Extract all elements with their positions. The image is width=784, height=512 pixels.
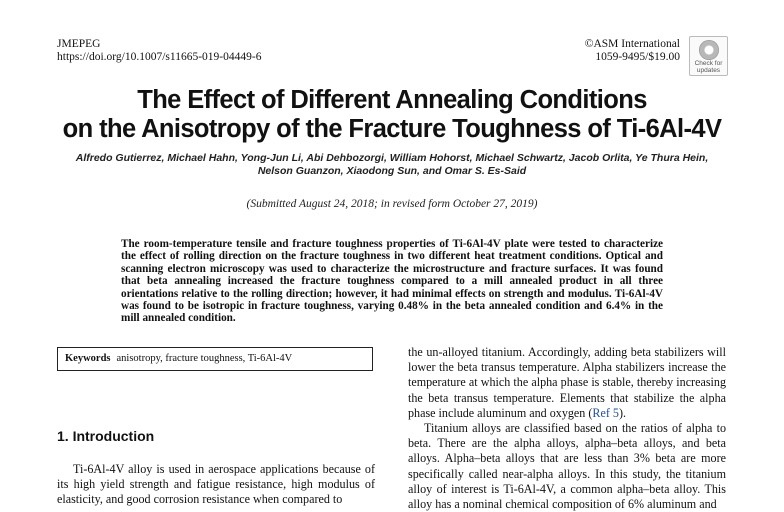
- section-heading-introduction: 1. Introduction: [57, 428, 155, 444]
- keywords-label: Keywords: [65, 353, 111, 364]
- title-line-2: on the Anisotropy of the Fracture Toughness of Ti-6Al-4V: [62, 115, 722, 143]
- issn-price: 1059-9495/$19.00: [595, 51, 680, 63]
- author-list: [40, 152, 744, 178]
- updates-icon: [699, 40, 719, 60]
- abstract: The room-temperature tensile and fracture toughness properties of Ti-6Al-4V plate were tested to characterize the effect of rolling direction on the fracture toughness in two different heat treatment conditions. Optical and scanning electron microscopy was used to characterize the microstructure and fracture surfaces. It was found that beta annealing increased the fracture toughness compared to a mill annealed product in all three orientations relative to the rolling direction; however, it had minimal effects on strength and modulus. Ti-6Al-4V was found to be isotropic in fracture toughness, varying 0.48% in the beta annealed condition and 6.4% in the mill annealed condition.: [121, 238, 663, 325]
- intro-paragraph: Ti-6Al-4V alloy is used in aerospace applications because of its high yield strength and fatigue resistance, high modulus of elasticity, and good corrosion resistance when compared to: [57, 462, 375, 507]
- title-line-1: The Effect of Different Annealing Conditions: [137, 86, 647, 114]
- reference-link[interactable]: Ref 5: [592, 405, 619, 420]
- right-column: [408, 345, 726, 512]
- keywords-box: [57, 347, 373, 371]
- doi-link[interactable]: https://doi.org/10.1007/s11665-019-04449-6: [57, 51, 262, 63]
- right-paragraph-2: Titanium alloys are classified based on the ratios of alpha to beta. There are the alpha alloys, alpha–beta alloys, and beta alloys. Alpha–beta alloys that are less than 3% beta are more specifically called near-alpha alloys. In this study, the titanium alloy of interest is Ti-6Al-4V, a common alpha–beta alloy. This alloy has a nominal chemical composition of 6% aluminum and: [408, 421, 726, 512]
- check-for-updates-badge[interactable]: [689, 36, 728, 76]
- journal-name: JMEPEG: [57, 38, 101, 50]
- authors-line-1: Alfredo Gutierrez, Michael Hahn, Yong-Jun Li, Abi Dehbozorgi, William Hohorst, Michael Schwartz, Jacob Orlita, Ye Thura Hein,: [75, 152, 709, 164]
- copyright-text: ©ASM International: [584, 38, 680, 50]
- copyright-block: [585, 38, 680, 64]
- right-paragraph-1: the un-alloyed titanium. Accordingly, adding beta stabilizers will lower the beta transus temperature. Alpha stabilizers increase the temperature at which the alpha phase is stable, thereby increasing the beta transus temperature. Elements that stabilize the alpha phase include aluminum and oxygen (Ref 5).: [408, 345, 726, 420]
- paper-title: [0, 86, 784, 144]
- journal-header: [57, 38, 261, 64]
- keywords-value: anisotropy, fracture toughness, Ti-6Al-4V: [116, 353, 293, 364]
- badge-text: Check for updates: [694, 60, 723, 74]
- submission-dates: (Submitted August 24, 2018; in revised form October 27, 2019): [246, 198, 538, 210]
- authors-line-2: Nelson Guanzon, Xiaodong Sun, and Omar S. Es-Said: [257, 165, 527, 177]
